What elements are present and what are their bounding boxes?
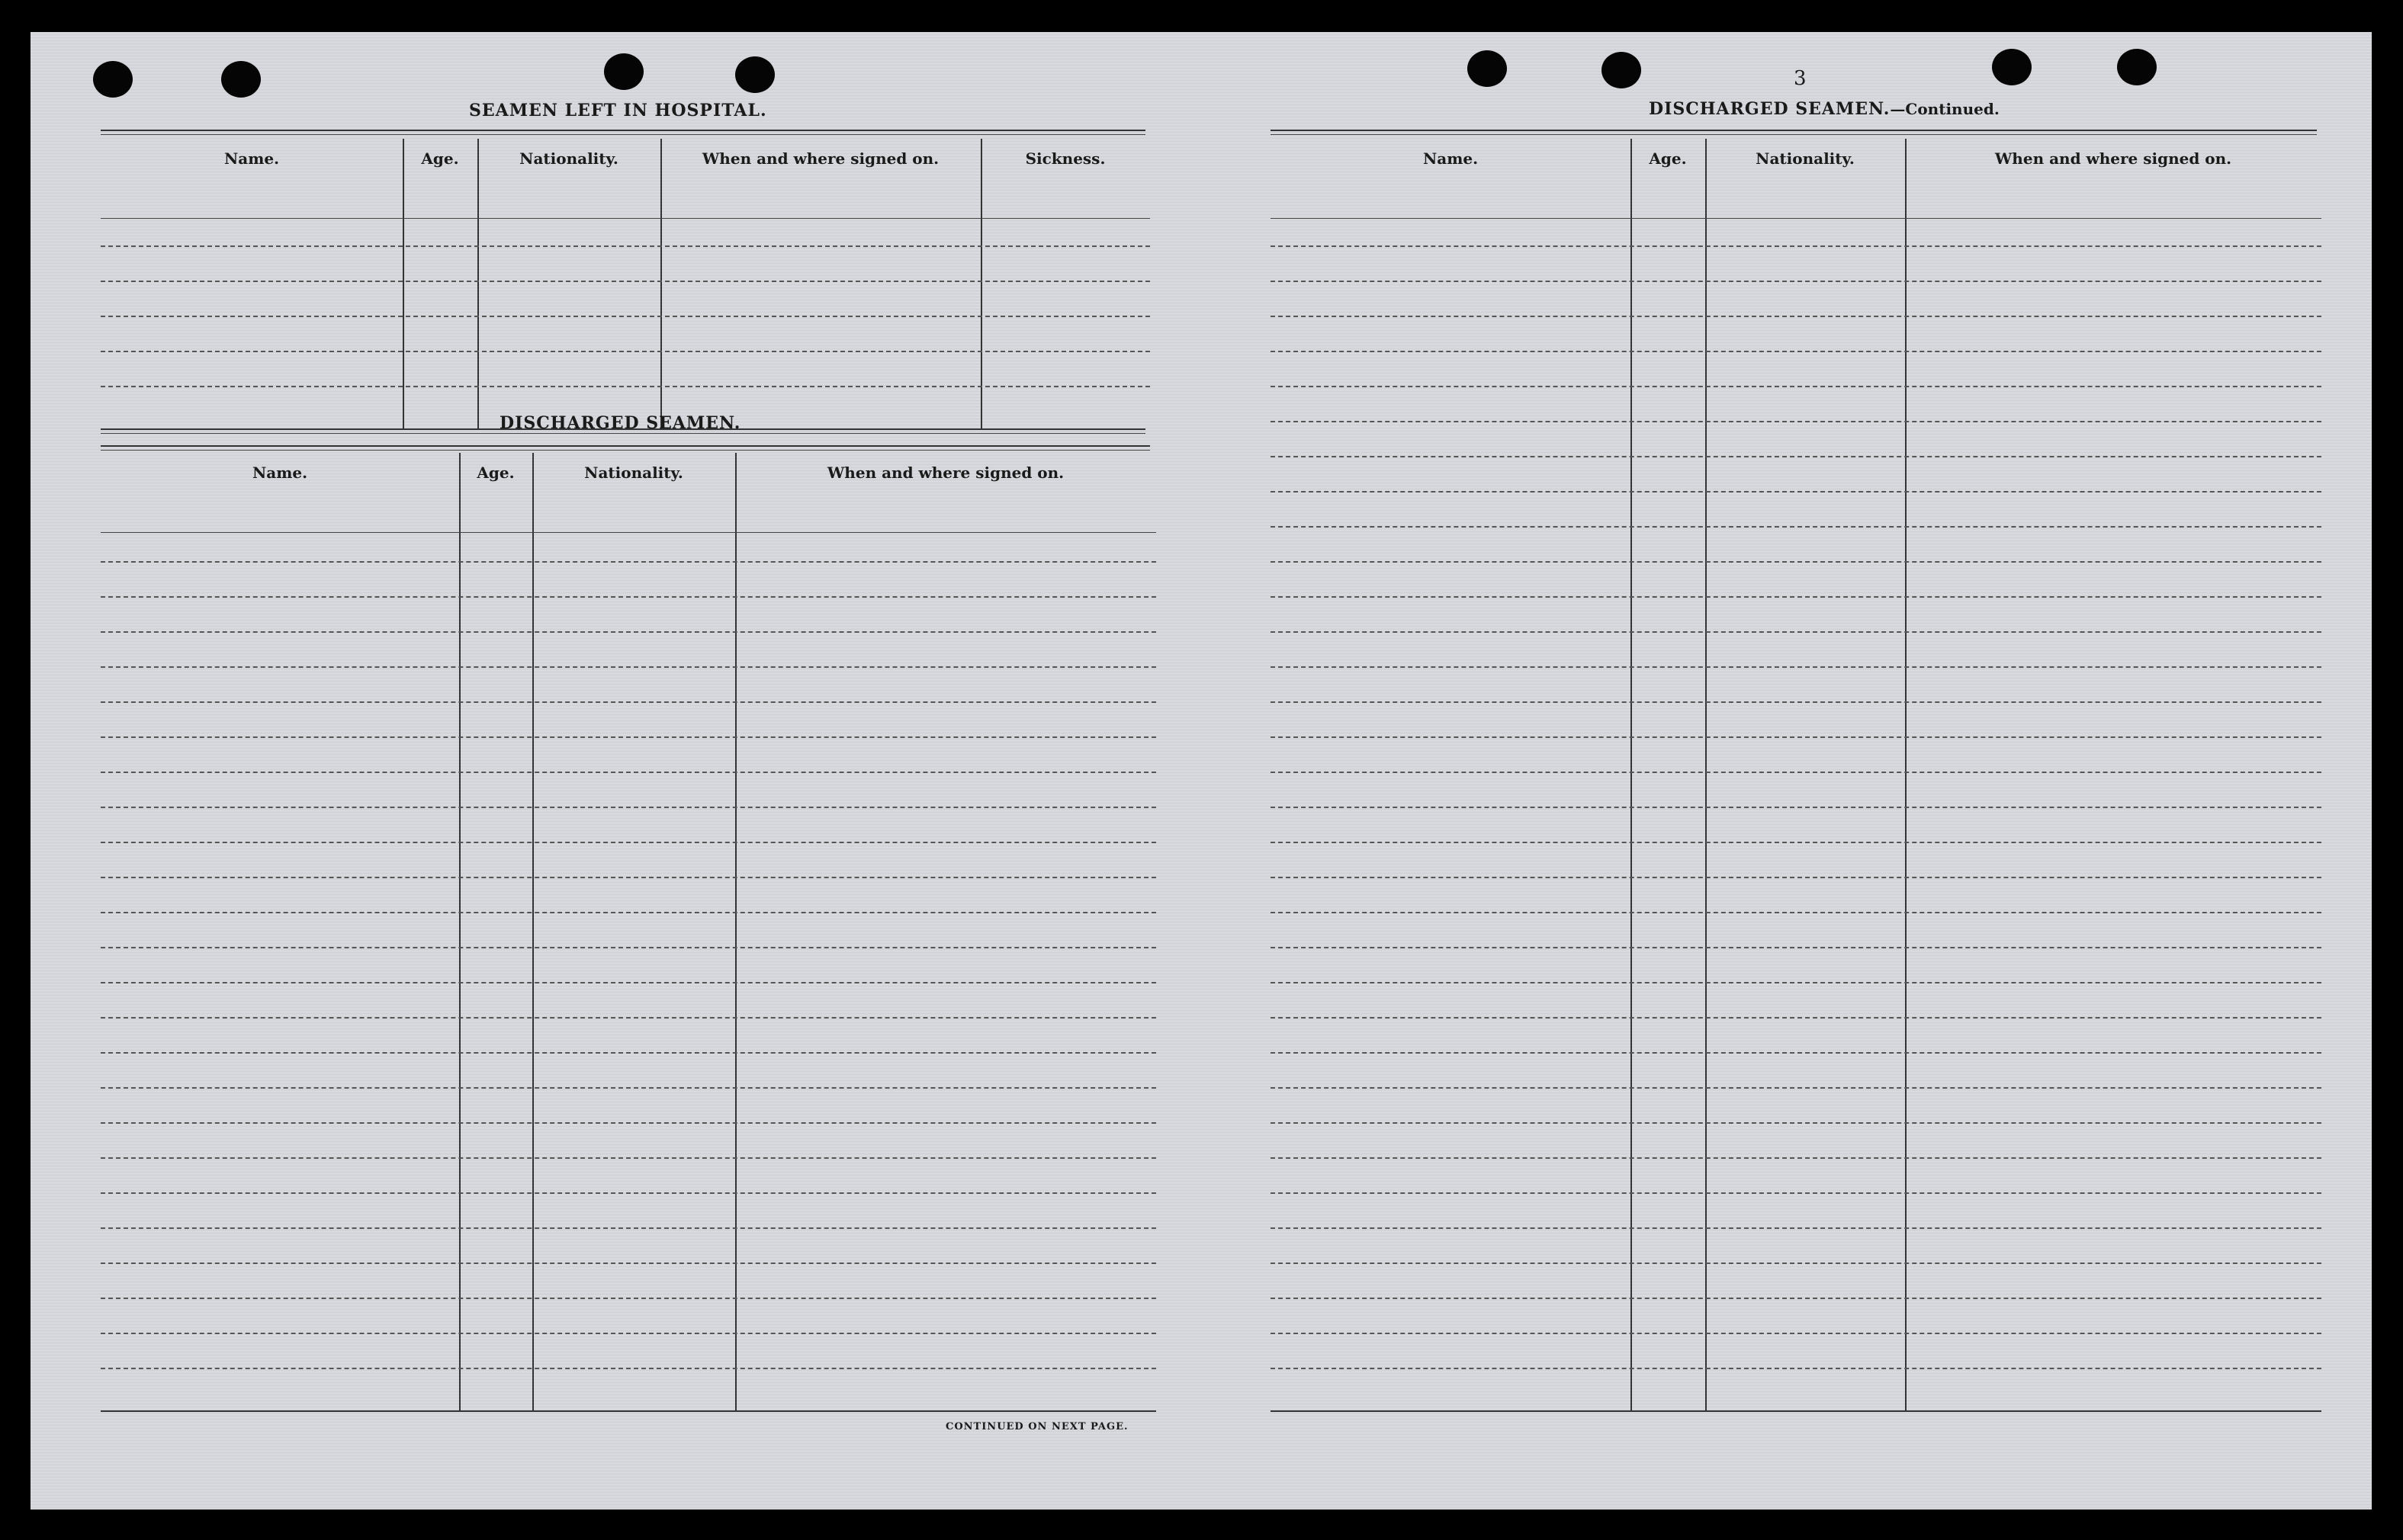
discharged-continued-title-text: DISCHARGED SEAMEN. <box>1649 99 1891 119</box>
form-row-line <box>101 1333 1156 1334</box>
form-row-line <box>1271 245 2321 247</box>
top-rule <box>101 134 1145 135</box>
form-row-line <box>1271 1298 2321 1299</box>
hospital-section-title: SEAMEN LEFT IN HOSPITAL. <box>469 101 767 120</box>
column-header-age: Age. <box>1649 149 1687 168</box>
form-row-line <box>1271 1368 2321 1369</box>
form-row-line <box>1271 316 2321 317</box>
form-row-line <box>1271 947 2321 948</box>
punch-hole <box>1601 52 1641 88</box>
form-row-line <box>1271 281 2321 282</box>
form-row-line <box>101 1262 1156 1264</box>
section-bottom-rule <box>1271 1410 2321 1412</box>
punch-hole <box>1992 49 2032 85</box>
top-rule <box>1271 134 2317 135</box>
form-row-line <box>1271 491 2321 492</box>
form-row-line <box>1271 666 2321 668</box>
form-row-line <box>101 1368 1156 1369</box>
column-header-name: Name. <box>223 149 280 168</box>
discharged-section-title: DISCHARGED SEAMEN. <box>500 413 741 433</box>
form-row-line <box>101 807 1156 808</box>
form-row-line <box>101 281 1150 282</box>
form-row-line <box>1271 1087 2321 1089</box>
form-row-line <box>101 947 1156 948</box>
discharged-continued-table <box>1271 139 2321 1416</box>
form-row-line <box>1271 912 2321 913</box>
form-row-line <box>101 1122 1156 1124</box>
form-row-line <box>1271 526 2321 528</box>
form-row-line <box>101 1052 1156 1054</box>
form-row-line <box>1271 982 2321 983</box>
punch-hole <box>604 53 644 90</box>
column-header-age: Age. <box>477 464 515 482</box>
column-header-age: Age. <box>421 149 459 168</box>
form-row-line <box>1271 1192 2321 1194</box>
form-row-line <box>101 666 1156 668</box>
form-row-line <box>1271 631 2321 633</box>
form-row-line <box>101 351 1150 352</box>
form-row-line <box>101 842 1156 843</box>
column-divider <box>477 139 479 428</box>
column-header-signed-on: When and where signed on. <box>702 149 940 168</box>
section-bottom-rule <box>101 1410 1156 1412</box>
form-row-line <box>101 736 1156 738</box>
header-underline <box>1271 218 2321 219</box>
form-row-line <box>1271 1122 2321 1124</box>
column-header-name: Name. <box>252 464 308 482</box>
form-row-line <box>1271 1227 2321 1229</box>
form-row-line <box>1271 596 2321 598</box>
column-divider <box>1630 139 1632 1412</box>
form-row-line <box>101 912 1156 913</box>
continued-note: CONTINUED ON NEXT PAGE. <box>946 1421 1129 1433</box>
column-divider <box>1905 139 1907 1412</box>
section-bottom-rule <box>101 433 1145 434</box>
document-page <box>31 32 2372 1510</box>
column-header-sickness: Sickness. <box>1025 149 1106 168</box>
form-row-line <box>101 245 1150 247</box>
form-row-line <box>1271 386 2321 387</box>
top-rule <box>1271 130 2317 131</box>
form-row-line <box>1271 807 2321 808</box>
form-row-line <box>1271 772 2321 773</box>
column-divider <box>660 139 662 428</box>
form-row-line <box>1271 1262 2321 1264</box>
form-row-line <box>1271 421 2321 422</box>
form-row-line <box>1271 1017 2321 1019</box>
form-row-line <box>1271 842 2321 843</box>
form-row-line <box>1271 456 2321 457</box>
form-row-line <box>101 386 1150 387</box>
form-row-line <box>101 561 1156 563</box>
form-row-line <box>101 1017 1156 1019</box>
top-rule <box>101 450 1150 451</box>
form-row-line <box>101 1087 1156 1089</box>
header-underline <box>101 218 1150 219</box>
form-row-line <box>1271 701 2321 703</box>
form-row-line <box>101 631 1156 633</box>
form-row-line <box>1271 1052 2321 1054</box>
column-header-signed-on: When and where signed on. <box>827 464 1065 482</box>
discharged-table <box>101 453 1156 1415</box>
form-row-line <box>101 701 1156 703</box>
form-row-line <box>101 772 1156 773</box>
form-row-line <box>1271 736 2321 738</box>
top-rule <box>101 445 1150 447</box>
top-rule <box>101 130 1145 131</box>
column-divider <box>403 139 404 428</box>
punch-hole <box>1467 50 1507 87</box>
punch-hole <box>2117 49 2157 85</box>
form-row-line <box>1271 877 2321 878</box>
form-row-line <box>101 1192 1156 1194</box>
form-row-line <box>101 982 1156 983</box>
form-row-line <box>101 596 1156 598</box>
column-header-nationality: Nationality. <box>519 149 618 168</box>
hospital-table <box>101 139 1150 432</box>
column-header-nationality: Nationality. <box>1756 149 1855 168</box>
discharged-continued-title <box>1649 99 2000 119</box>
form-row-line <box>101 1227 1156 1229</box>
column-divider <box>981 139 982 428</box>
punch-hole <box>735 56 775 93</box>
form-row-line <box>1271 1157 2321 1159</box>
form-row-line <box>1271 351 2321 352</box>
column-divider <box>1705 139 1707 1412</box>
form-row-line <box>101 877 1156 878</box>
column-header-signed-on: When and where signed on. <box>1994 149 2232 168</box>
punch-hole <box>93 61 133 98</box>
column-header-name: Name. <box>1422 149 1479 168</box>
column-header-nationality: Nationality. <box>584 464 683 482</box>
continued-suffix: —Continued. <box>1890 100 2000 118</box>
punch-hole <box>221 61 261 98</box>
header-underline <box>101 532 1156 533</box>
form-row-line <box>1271 1333 2321 1334</box>
form-row-line <box>101 316 1150 317</box>
form-row-line <box>1271 561 2321 563</box>
page-number: 3 <box>1794 67 1807 90</box>
form-row-line <box>101 1157 1156 1159</box>
form-row-line <box>101 1298 1156 1299</box>
